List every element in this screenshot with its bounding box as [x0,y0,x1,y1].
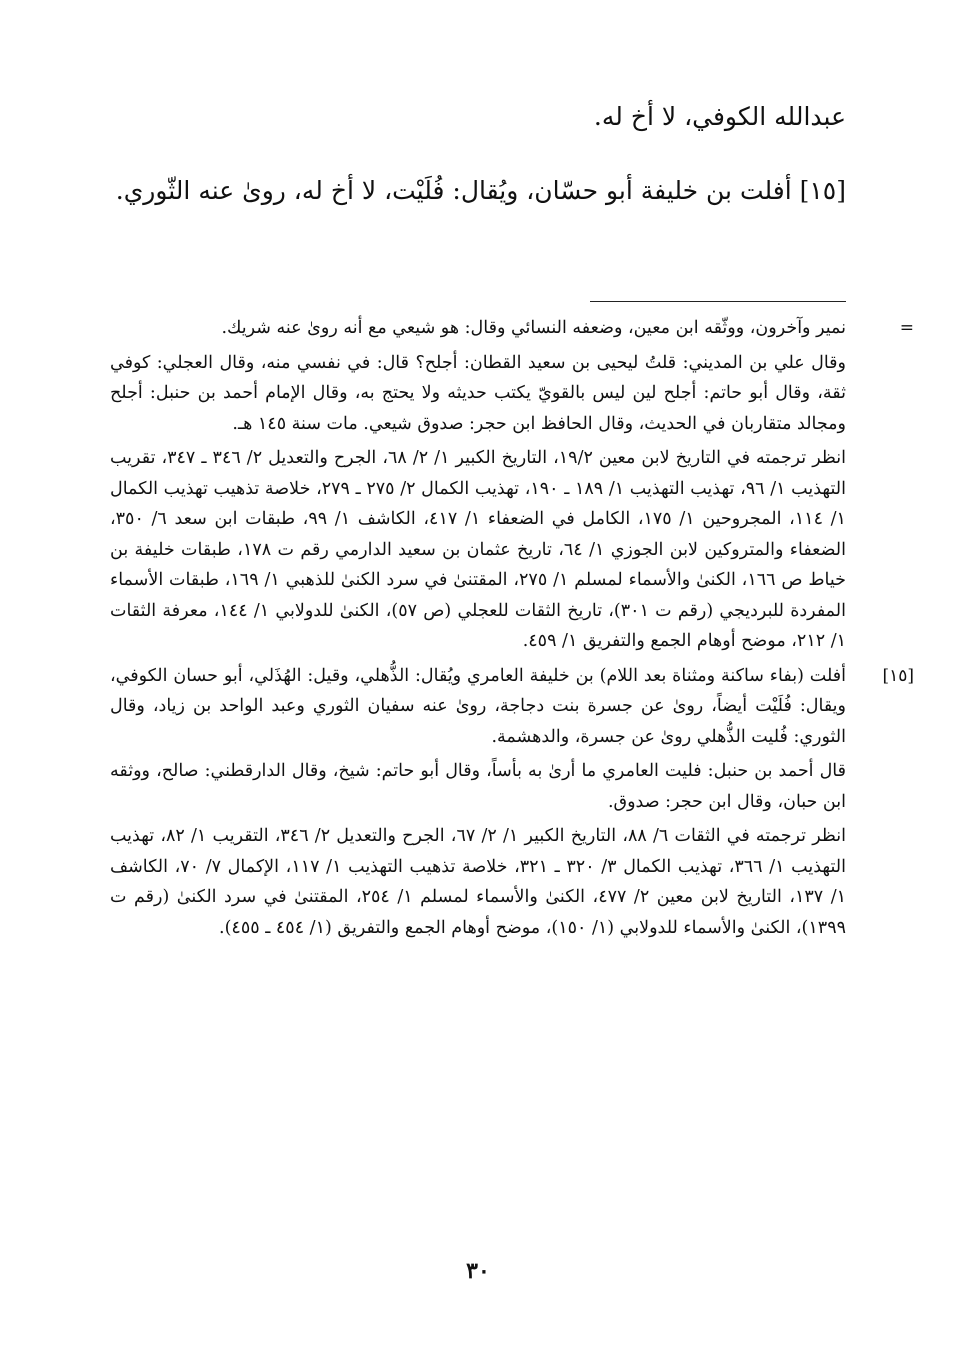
footnotes [110,313,914,947]
footnote-paragraph: أفلت (بفاء ساكنة ومثناة بعد اللام) بن خليفة العامري ويُقال: الذُّهلي، وقيل: الهُذَلي، أبو حسان الكوفي، ويقال: فُلَيْت أيضاً، روىٰ عن جسرة بنت دجاجة، روىٰ عنه سفيان الثوري وعبد الواحد بن زياد، وقال الثوري: فُليت الذُّهلي روىٰ عن جسرة، والدهشمة. [110,665,846,747]
footnote-paragraph: وقال علي بن المديني: قلتُ ليحيى بن سعيد القطان: أجلح؟ قال: في نفسي منه، وقال العجلي: كوفي ثقة، وقال أبو حاتم: أجلح لين ليس بالقويّ يكتب حديثه ولا يحتج به، وقال الإمام أحمد بن حنبل: أجلح ومجالد متقاربان في الحديث، وقال الحافظ ابن حجر: صدوق شيعي. مات سنة ١٤٥ هـ. [110,352,846,434]
main-text [110,92,846,216]
footnote-separator [590,301,846,302]
page-number: ٣٠ [466,1258,490,1284]
footnote-paragraph: نمير وآخرون، ووثّقه ابن معين، وضعفه النسائي وقال: هو شيعي مع أنه روىٰ عنه شريك. [221,318,846,338]
footnote-paragraph: انظر ترجمته في الثقات ٦/ ٨٨، التاريخ الكبير ١/ ٢/ ٦٧، الجرح والتعديل ٢/ ٣٤٦، التقريب ١/ ٨٢، تهذيب التهذيب ١/ ٣٦٦، تهذيب الكمال ٣/ ٣٢٠ ـ ٣٢١، خلاصة تذهيب التهذيب ١/ ١١٧، الإكمال ٧/ ٧٠، الكاشف ١/ ١٣٧، التاريخ لابن معين ٢/ ٤٧٧، الكنىٰ والأسماء لمسلم ١/ ٢٥٤، المقتنىٰ في سرد الكنىٰ (رقم ت ١٣٩٩)، الكنىٰ والأسماء للدولابي (١/ ١٥٠)، موضح أوهام الجمع والتفريق (١/ ٤٥٤ ـ ٤٥٥). [110,826,847,938]
continuation-marker: = [899,318,914,338]
main-entry-15: [١٥] أفلت بن خليفة أبو حسّان، ويُقال: فُلَيْت، لا أخ له، روىٰ عنه الثّوري. [115,176,846,205]
main-line-1: عبدالله الكوفي، لا أخ له. [593,102,846,131]
footnote-continuation [110,313,914,657]
footnote-paragraph: قال أحمد بن حنبل: فليت العامري ما أرىٰ به بأساً، وقال أبو حاتم: شيخ، وقال الدارقطني: صالح، ووثقه ابن حبان، وقال ابن حجر: صدوق. [110,761,846,812]
footnote-marker-15: [١٥] [882,665,914,686]
footnote-paragraph: انظر ترجمته في التاريخ لابن معين ١٩/٢، التاريخ الكبير ١/ ٢/ ٦٨، الجرح والتعديل ٢/ ٣٤٦ ـ ٣٤٧، تقريب التهذيب ١/ ٩٦، تهذيب التهذيب ١/ ١٨٩ ـ ١٩٠، تهذيب الكمال ٢/ ٢٧٥ ـ ٢٧٩، خلاصة تذهيب تهذيب الكمال ١/ ١١٤، المجروحين ١/ ١٧٥، الكامل في الضعفاء ١/ ٤١٧، الكاشف ١/ ٩٩، طبقات ابن سعد ٦/ ٣٥٠، الضعفاء والمتروكين لابن الجوزي ١/ ٦٤، تاريخ عثمان بن سعيد الدارمي رقم ت ١٧٨، طبقات خليفة بن خياط ص ١٦٦، الكنىٰ والأسماء لمسلم ١/ ٢٧٥، المقتنىٰ في سرد الكنىٰ للذهبي ١/ ١٦٩، طبقات الأسماء المفردة للبرديجي (رقم ت ٣٠١)، تاريخ الثقات للعجلي (ص ٥٧)، الكنىٰ للدولابي ١/ ١٤٤، معرفة الثقات ١/ ٢١٢، موضح أوهام الجمع والتفريق ١/ ٤٥٩. [110,448,846,651]
footnote-15 [110,661,914,944]
